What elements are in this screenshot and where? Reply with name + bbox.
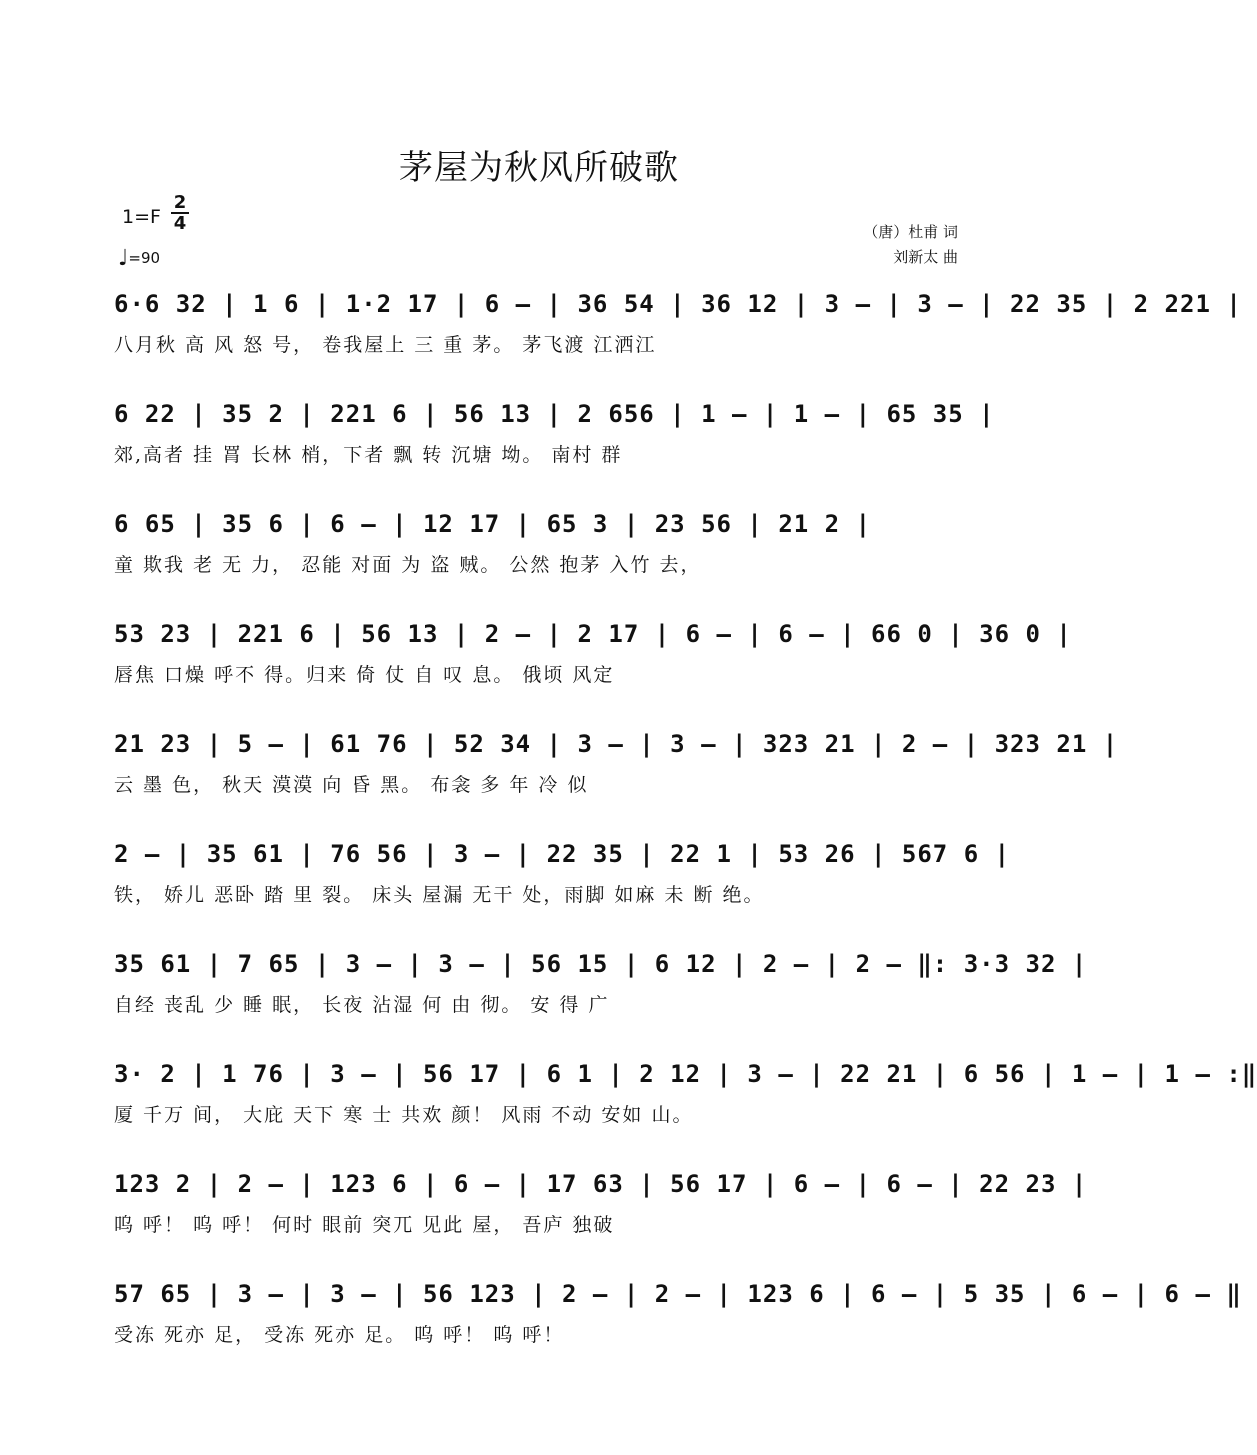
tempo-marking bbox=[118, 246, 160, 271]
lyricist-credit: （唐）杜甫 词 bbox=[863, 223, 958, 241]
key-signature: 1=F bbox=[122, 206, 161, 228]
lyric-line: 郊,高者 挂 罥 长林 梢，下者 飘 转 沉塘 坳。 南村 群 bbox=[114, 444, 623, 466]
notation-line: 35 61 | 7 65 | 3 – | 3 – | 56 15 | 6 12 | 2 – | 2 – ‖: 3·3 32 | bbox=[114, 950, 1088, 978]
notation-line: 21 23 | 5 – | 61 76 | 52 34 | 3 – | 3 – | 323 21 | 2 – | 323 21 | bbox=[114, 730, 1119, 758]
notation-line: 6 22 | 35 2 | 221 6 | 56 13 | 2 656 | 1 – | 1 – | 65 35 | bbox=[114, 400, 995, 428]
lyric-line: 童 欺我 老 无 力， 忍能 对面 为 盗 贼。 公然 抱茅 入竹 去， bbox=[114, 554, 702, 576]
notation-line: 57 65 | 3 – | 3 – | 56 123 | 2 – | 2 – | 123 6 | 6 – | 5 35 | 6 – | 6 – ‖ bbox=[114, 1280, 1242, 1308]
lyric-line: 铁， 娇儿 恶卧 踏 里 裂。 床头 屋漏 无干 处，雨脚 如麻 未 断 绝。 bbox=[114, 884, 765, 906]
song-title: 茅屋为秋风所破歌 bbox=[399, 148, 679, 188]
quarter-note-icon: ♩ bbox=[118, 246, 129, 271]
lyric-line: 厦 千万 间， 大庇 天下 寒 士 共欢 颜！ 风雨 不动 安如 山。 bbox=[114, 1104, 694, 1126]
notation-line: 6 65 | 35 6 | 6 – | 12 17 | 65 3 | 23 56 | 21 2 | bbox=[114, 510, 872, 538]
lyric-line: 唇焦 口燥 呼不 得。归来 倚 仗 自 叹 息。 俄顷 风定 bbox=[114, 664, 615, 686]
notation-line: 123 2 | 2 – | 123 6 | 6 – | 17 63 | 56 17 | 6 – | 6 – | 22 23 | bbox=[114, 1170, 1088, 1198]
composer-credit: 刘新太 曲 bbox=[893, 248, 958, 266]
notation-line: 6·6 32 | 1 6 | 1·2 17 | 6 – | 36 54 | 36 12 | 3 – | 3 – | 22 35 | 2 221 | bbox=[114, 290, 1242, 318]
notation-line: 3· 2 | 1 76 | 3 – | 56 17 | 6 1 | 2 12 | 3 – | 22 21 | 6 56 | 1 – | 1 – :‖ bbox=[114, 1060, 1257, 1088]
notation-line: 2 – | 35 61 | 76 56 | 3 – | 22 35 | 22 1 | 53 26 | 567 6 | bbox=[114, 840, 1011, 868]
time-signature bbox=[170, 193, 190, 233]
notation-line: 53 23 | 221 6 | 56 13 | 2 – | 2 17 | 6 – | 6 – | 66 0 | 36 0 | bbox=[114, 620, 1072, 648]
lyric-line: 八月秋 高 风 怒 号， 卷我屋上 三 重 茅。 茅飞渡 江洒江 bbox=[114, 334, 657, 356]
tempo-value: =90 bbox=[128, 249, 161, 267]
lyric-line: 受冻 死亦 足， 受冻 死亦 足。 呜 呼！ 呜 呼！ bbox=[114, 1324, 565, 1346]
credits bbox=[863, 220, 958, 270]
lyric-line: 云 墨 色， 秋天 漠漠 向 昏 黑。 布衾 多 年 冷 似 bbox=[114, 774, 589, 796]
lyric-line: 呜 呼！ 呜 呼！ 何时 眼前 突兀 见此 屋， 吾庐 独破 bbox=[114, 1214, 615, 1236]
lyric-line: 自经 丧乱 少 睡 眠， 长夜 沾湿 何 由 彻。 安 得 广 bbox=[114, 994, 610, 1016]
time-signature-top: 2 bbox=[173, 192, 187, 213]
time-signature-bottom: 4 bbox=[173, 213, 187, 234]
